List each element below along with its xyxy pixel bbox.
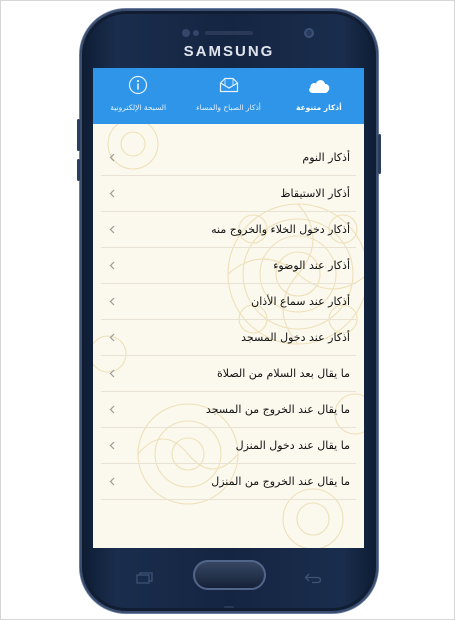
tab-label: السبحة الإلكترونية [110,103,167,112]
chevron-left-icon [107,332,117,344]
recent-apps-icon[interactable] [136,569,154,588]
list-item-label: أذكار عند سماع الأذان [251,295,350,308]
front-camera-icon [304,28,314,38]
app-screen [93,68,364,548]
back-icon[interactable] [304,569,322,588]
chevron-left-icon [107,260,117,272]
earpiece-speaker [205,31,253,35]
chevron-left-icon [107,476,117,488]
info-icon [125,74,151,96]
list-item[interactable] [101,428,356,464]
chevron-left-icon [107,404,117,416]
chevron-left-icon [107,224,117,236]
tab-morning-evening-adhkar[interactable] [183,68,273,124]
list-item-label: ما يقال عند الخروج من المسجد [205,403,350,416]
sensor-icon [193,30,199,36]
list-item-label: ما يقال عند الخروج من المنزل [211,475,350,488]
brand-logo: SAMSUNG [183,43,275,60]
envelope-icon [216,74,242,96]
tab-label: أذكار متنوعة [296,103,342,112]
chevron-left-icon [107,152,117,164]
list-item[interactable] [101,392,356,428]
power-button [378,134,381,174]
microphone-icon [224,606,234,608]
list-item-label: أذكار عند دخول المسجد [241,331,350,344]
list-item[interactable] [101,320,356,356]
list-item[interactable] [101,140,356,176]
phone-frame [80,9,378,613]
list-item-label: أذكار عند الوضوء [273,259,350,272]
list-item[interactable] [101,248,356,284]
chevron-left-icon [107,188,117,200]
adhkar-list [93,124,364,548]
chevron-left-icon [107,440,117,452]
tab-label: أذكار الصباح والمساء [196,103,261,112]
list-item-label: أذكار الاستيقاظ [280,187,350,200]
list-item-label: ما يقال عند دخول المنزل [235,439,350,452]
tab-electronic-tasbih[interactable] [93,68,183,124]
list-item-label: ما يقال بعد السلام من الصلاة [217,367,350,380]
tab-bar [93,68,364,124]
chevron-left-icon [107,368,117,380]
list-item[interactable] [101,212,356,248]
chevron-left-icon [107,296,117,308]
list-item[interactable] [101,284,356,320]
list-item[interactable] [101,356,356,392]
list-item-label: أذكار النوم [302,151,350,164]
tab-various-adhkar[interactable] [274,68,364,124]
volume-button [77,159,80,181]
list-item[interactable] [101,464,356,500]
list-item-label: أذكار دخول الخلاء والخروج منه [211,223,350,236]
cloud-icon [306,74,332,96]
home-button[interactable] [193,560,266,590]
sensor-icon [182,29,190,37]
volume-button [77,119,80,151]
list-item[interactable] [101,176,356,212]
